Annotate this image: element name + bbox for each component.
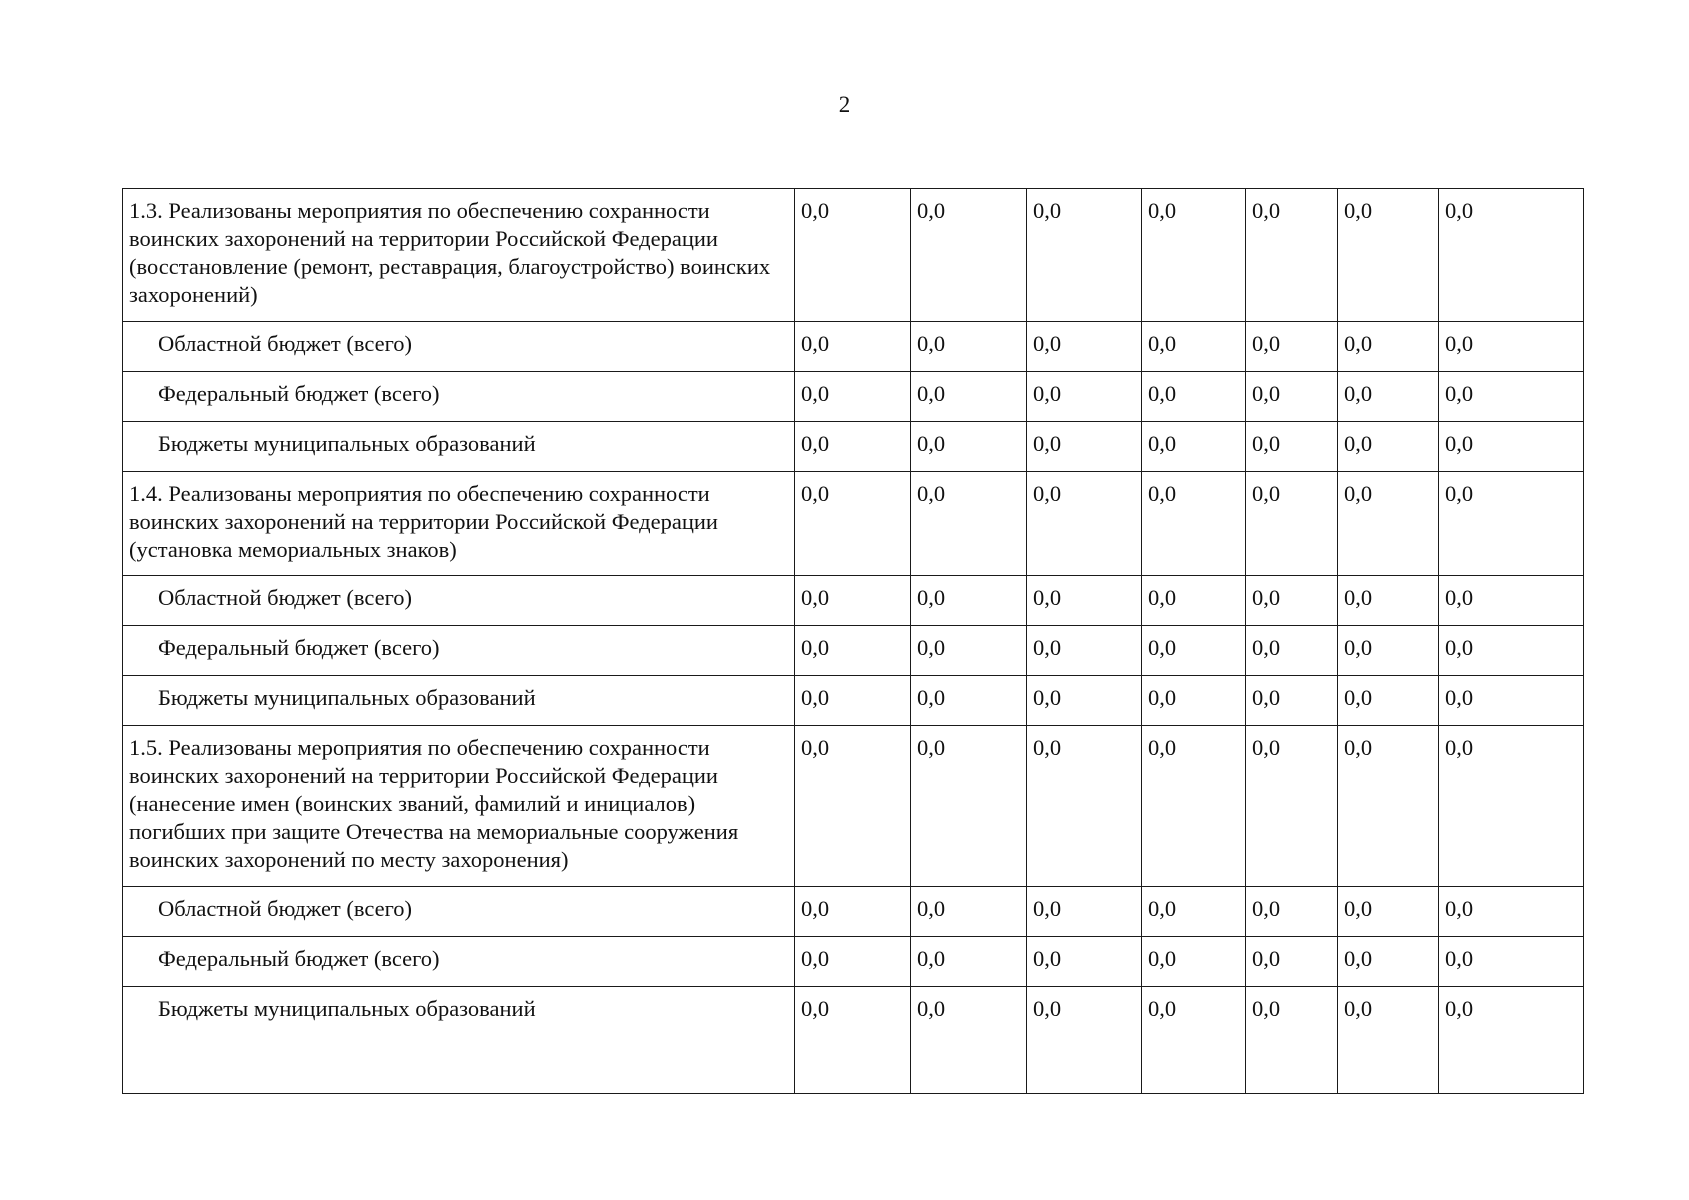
value-cell: 0,0 <box>1246 726 1338 887</box>
value-cell: 0,0 <box>1027 887 1142 937</box>
value-cell: 0,0 <box>795 887 911 937</box>
table-row <box>123 887 1584 937</box>
value-cell: 0,0 <box>911 372 1027 422</box>
value-cell: 0,0 <box>1246 887 1338 937</box>
value-cell: 0,0 <box>1439 987 1584 1094</box>
value-cell: 0,0 <box>1027 937 1142 987</box>
table-row <box>123 676 1584 726</box>
value-cell: 0,0 <box>1027 576 1142 626</box>
value-cell: 0,0 <box>795 937 911 987</box>
value-cell: 0,0 <box>1246 626 1338 676</box>
value-cell: 0,0 <box>795 372 911 422</box>
table-row <box>123 422 1584 472</box>
value-cell: 0,0 <box>1027 372 1142 422</box>
value-cell: 0,0 <box>795 322 911 372</box>
value-cell: 0,0 <box>1439 422 1584 472</box>
row-label: 1.4. Реализованы мероприятия по обеспечению сохранности воинских захоронений на территории Российской Федерации (установка мемориальных знаков) <box>123 472 795 576</box>
value-cell: 0,0 <box>1142 422 1246 472</box>
row-label: Федеральный бюджет (всего) <box>123 372 795 422</box>
value-cell: 0,0 <box>1027 322 1142 372</box>
value-cell: 0,0 <box>1338 189 1439 322</box>
value-cell: 0,0 <box>795 676 911 726</box>
value-cell: 0,0 <box>1142 626 1246 676</box>
value-cell: 0,0 <box>1246 322 1338 372</box>
row-label: Федеральный бюджет (всего) <box>123 937 795 987</box>
budget-table <box>122 188 1584 1094</box>
value-cell: 0,0 <box>1246 576 1338 626</box>
value-cell: 0,0 <box>1142 726 1246 887</box>
value-cell: 0,0 <box>1439 189 1584 322</box>
value-cell: 0,0 <box>1027 422 1142 472</box>
row-label: Областной бюджет (всего) <box>123 887 795 937</box>
value-cell: 0,0 <box>795 726 911 887</box>
row-label: 1.5. Реализованы мероприятия по обеспечению сохранности воинских захоронений на территории Российской Федерации (нанесение имен (воинских званий, фамилий и инициалов) погибших при защите Отечества на мемориальные сооружения воинских захоронений по месту захоронения) <box>123 726 795 887</box>
value-cell: 0,0 <box>1142 987 1246 1094</box>
table-row <box>123 937 1584 987</box>
value-cell: 0,0 <box>1027 189 1142 322</box>
value-cell: 0,0 <box>1338 322 1439 372</box>
value-cell: 0,0 <box>1246 937 1338 987</box>
value-cell: 0,0 <box>911 937 1027 987</box>
value-cell: 0,0 <box>1338 472 1439 576</box>
value-cell: 0,0 <box>911 626 1027 676</box>
value-cell: 0,0 <box>795 987 911 1094</box>
row-label: 1.3. Реализованы мероприятия по обеспечению сохранности воинских захоронений на территории Российской Федерации (восстановление (ремонт, реставрация, благоустройство) воинских захоронений) <box>123 189 795 322</box>
table-row <box>123 189 1584 322</box>
value-cell: 0,0 <box>1142 576 1246 626</box>
value-cell: 0,0 <box>1246 472 1338 576</box>
value-cell: 0,0 <box>795 472 911 576</box>
value-cell: 0,0 <box>911 887 1027 937</box>
value-cell: 0,0 <box>1439 887 1584 937</box>
value-cell: 0,0 <box>911 322 1027 372</box>
value-cell: 0,0 <box>1027 472 1142 576</box>
value-cell: 0,0 <box>795 626 911 676</box>
row-label: Областной бюджет (всего) <box>123 576 795 626</box>
row-label: Бюджеты муниципальных образований <box>123 422 795 472</box>
value-cell: 0,0 <box>1246 676 1338 726</box>
value-cell: 0,0 <box>1439 576 1584 626</box>
value-cell: 0,0 <box>1439 626 1584 676</box>
value-cell: 0,0 <box>1142 937 1246 987</box>
value-cell: 0,0 <box>1142 472 1246 576</box>
table-row <box>123 626 1584 676</box>
value-cell: 0,0 <box>911 422 1027 472</box>
value-cell: 0,0 <box>1338 626 1439 676</box>
value-cell: 0,0 <box>1142 676 1246 726</box>
table-row <box>123 576 1584 626</box>
value-cell: 0,0 <box>1338 937 1439 987</box>
value-cell: 0,0 <box>1027 987 1142 1094</box>
table-row <box>123 726 1584 887</box>
value-cell: 0,0 <box>1027 676 1142 726</box>
value-cell: 0,0 <box>1439 937 1584 987</box>
value-cell: 0,0 <box>1246 987 1338 1094</box>
value-cell: 0,0 <box>1338 887 1439 937</box>
value-cell: 0,0 <box>1027 626 1142 676</box>
row-label: Федеральный бюджет (всего) <box>123 626 795 676</box>
table-row <box>123 472 1584 576</box>
value-cell: 0,0 <box>1338 372 1439 422</box>
row-label: Бюджеты муниципальных образований <box>123 676 795 726</box>
value-cell: 0,0 <box>795 189 911 322</box>
value-cell: 0,0 <box>1338 987 1439 1094</box>
value-cell: 0,0 <box>1142 189 1246 322</box>
row-label: Бюджеты муниципальных образований <box>123 987 795 1094</box>
value-cell: 0,0 <box>795 422 911 472</box>
value-cell: 0,0 <box>1439 726 1584 887</box>
table-row <box>123 372 1584 422</box>
row-label: Областной бюджет (всего) <box>123 322 795 372</box>
value-cell: 0,0 <box>1338 726 1439 887</box>
value-cell: 0,0 <box>1439 372 1584 422</box>
value-cell: 0,0 <box>1142 372 1246 422</box>
value-cell: 0,0 <box>911 472 1027 576</box>
value-cell: 0,0 <box>1439 676 1584 726</box>
value-cell: 0,0 <box>795 576 911 626</box>
value-cell: 0,0 <box>1246 372 1338 422</box>
table-row <box>123 322 1584 372</box>
value-cell: 0,0 <box>911 987 1027 1094</box>
value-cell: 0,0 <box>1142 887 1246 937</box>
value-cell: 0,0 <box>1338 576 1439 626</box>
value-cell: 0,0 <box>911 726 1027 887</box>
table-row <box>123 987 1584 1094</box>
value-cell: 0,0 <box>911 576 1027 626</box>
page-number: 2 <box>838 92 851 117</box>
value-cell: 0,0 <box>1338 676 1439 726</box>
value-cell: 0,0 <box>1439 322 1584 372</box>
value-cell: 0,0 <box>1027 726 1142 887</box>
value-cell: 0,0 <box>1439 472 1584 576</box>
value-cell: 0,0 <box>1142 322 1246 372</box>
value-cell: 0,0 <box>1246 422 1338 472</box>
value-cell: 0,0 <box>1338 422 1439 472</box>
value-cell: 0,0 <box>911 676 1027 726</box>
value-cell: 0,0 <box>1246 189 1338 322</box>
value-cell: 0,0 <box>911 189 1027 322</box>
